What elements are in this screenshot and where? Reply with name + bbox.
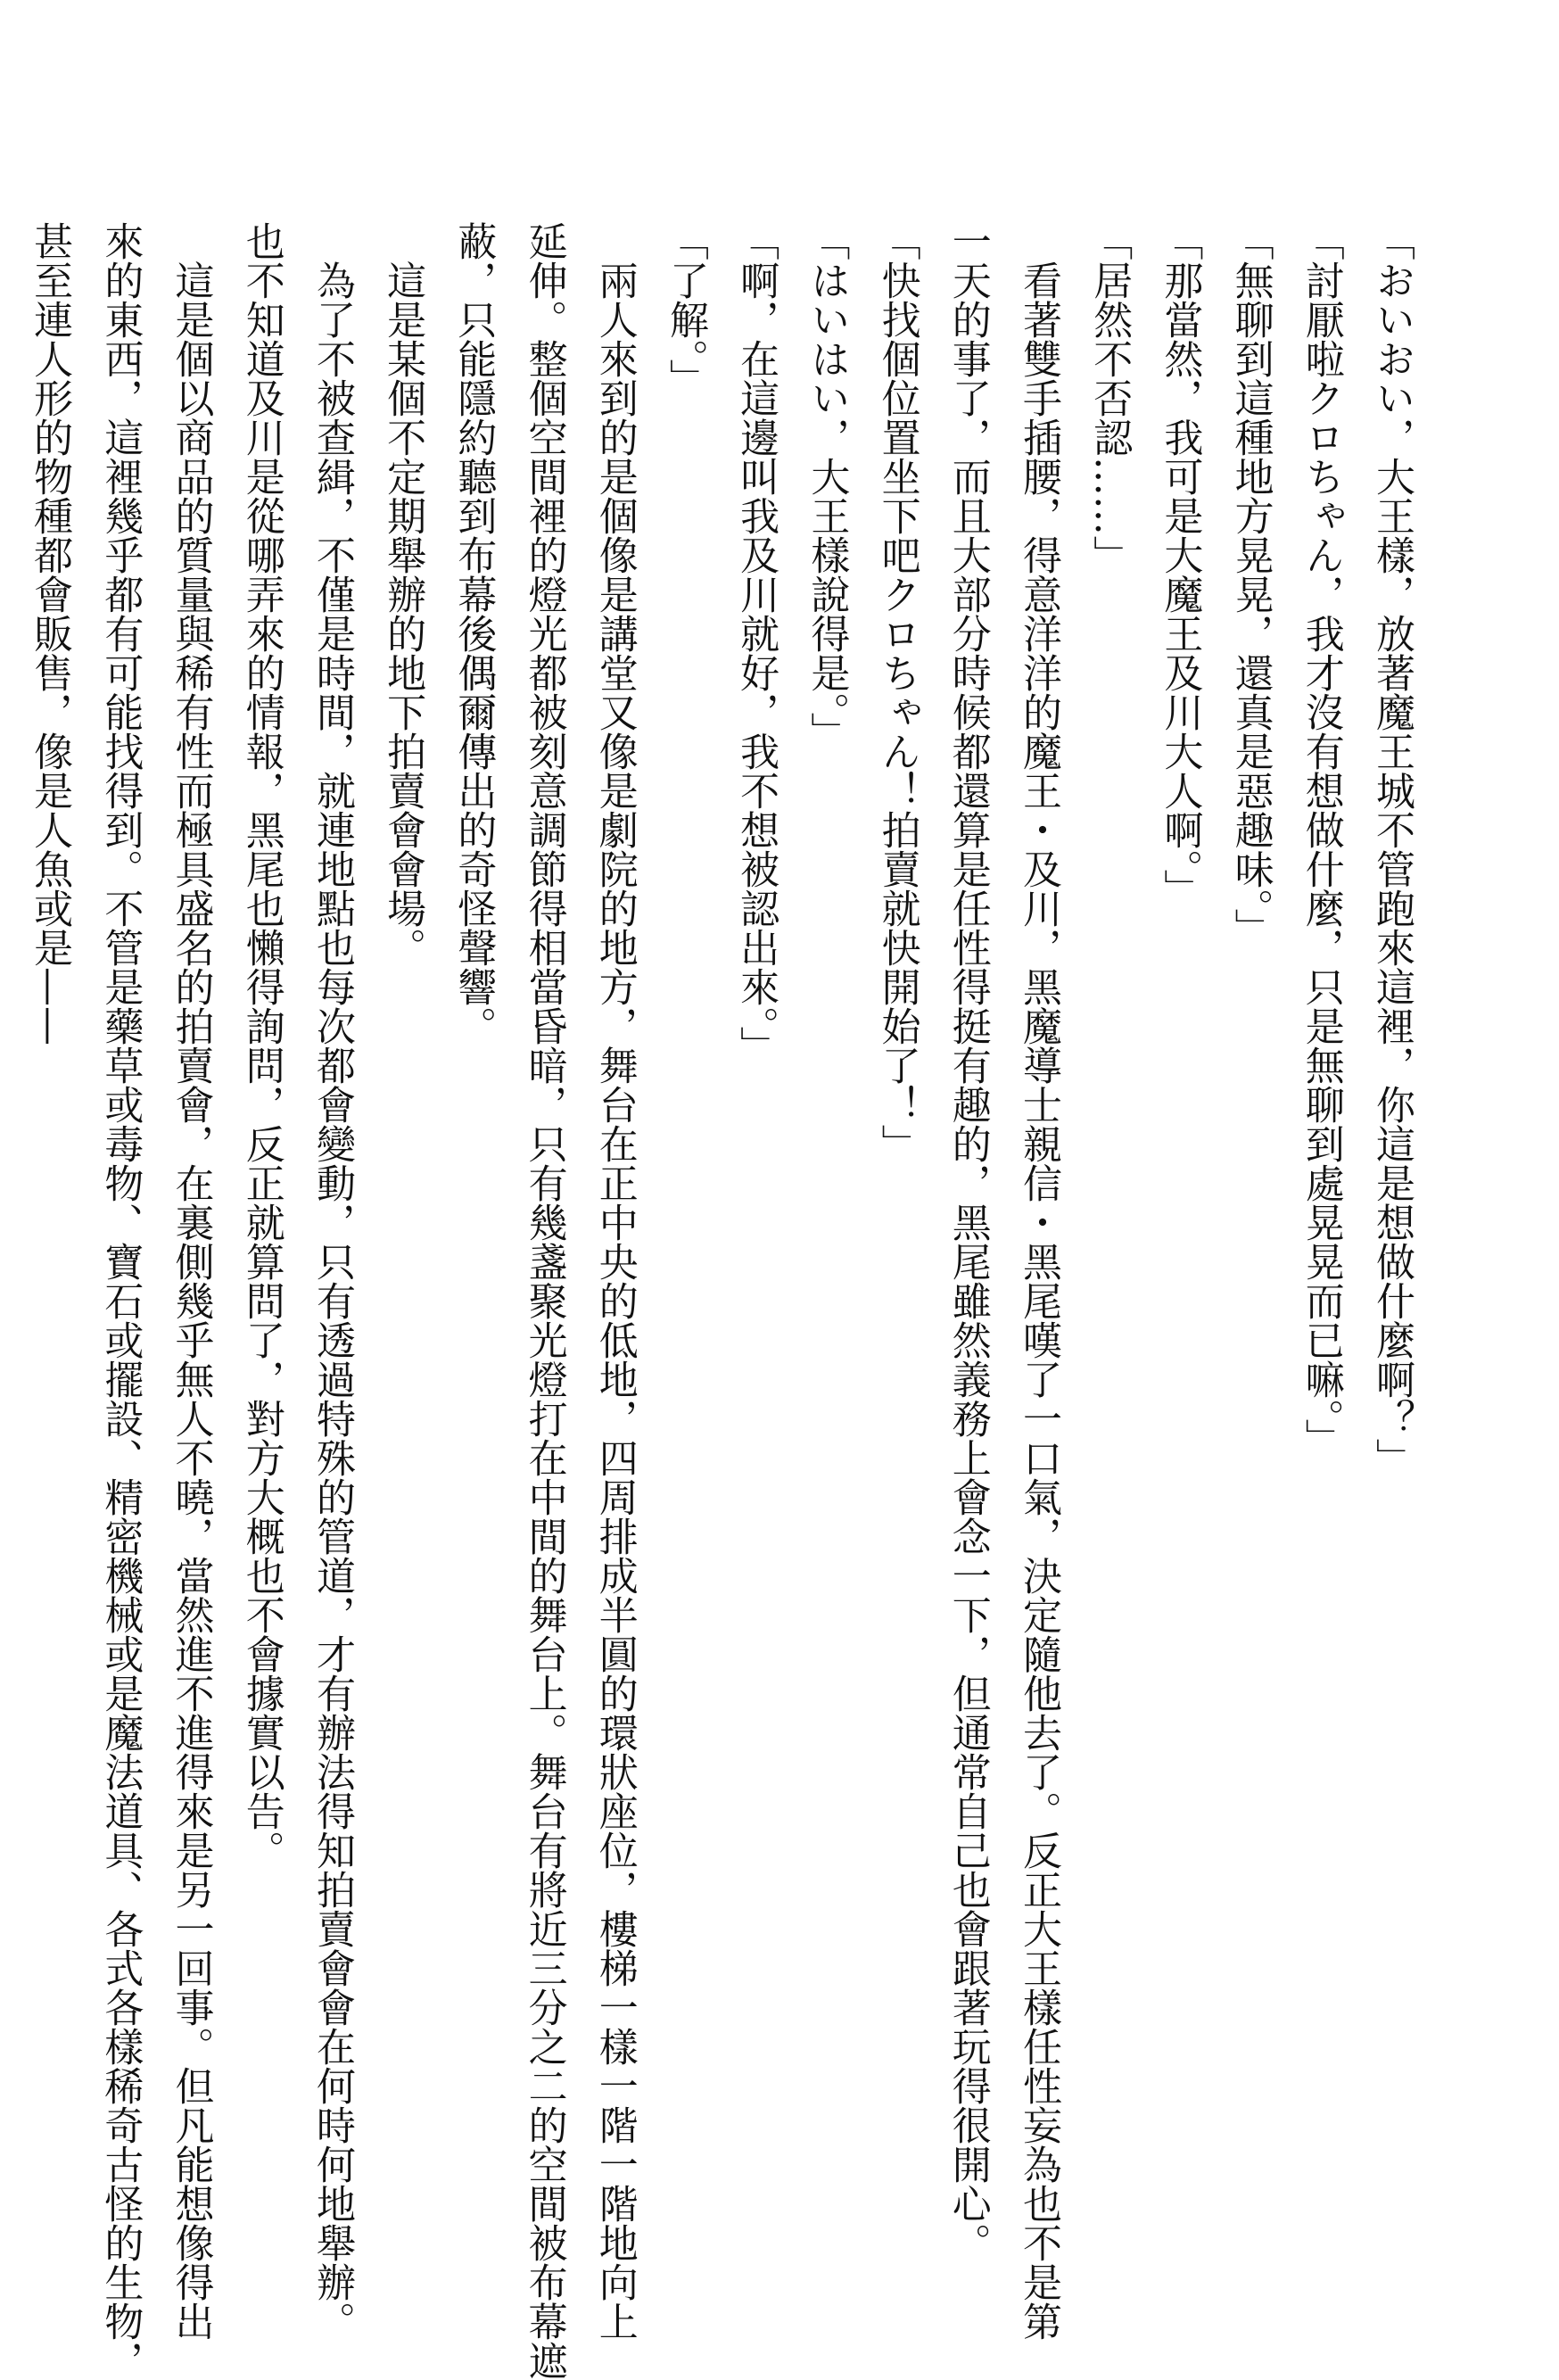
text-line: 「討厭啦クロちゃん，我才沒有想做什麼，只是無聊到處晃晃而已嘛。」 <box>1298 221 1344 1458</box>
text-line: 「了解。」 <box>662 221 708 398</box>
text-line: 「おいおい，大王樣，放著魔王城不管跑來這裡，你這是想做什麼啊？」 <box>1369 221 1415 1477</box>
text-line: 為了不被查緝，不僅是時間，就連地點也每次都會變動，只有透過特殊的管道，才有辦法得知拍賣會會在何時何地舉辦。 <box>309 221 355 2341</box>
text-line: 來的東西，這裡幾乎都有可能找得到。不管是藥草或毒物、寶石或擺設、精密機械或是魔法道具、各式各樣稀奇古怪的生物， <box>97 221 144 2380</box>
text-line: 甚至連人形的物種都會販售，像是人魚或是—— <box>27 221 73 1045</box>
text-line: 「那當然，我可是大魔王及川大人啊。」 <box>1157 221 1203 908</box>
text-line: 這是某個不定期舉辦的地下拍賣會會場。 <box>380 221 426 967</box>
text-line: 「快找個位置坐下吧クロちゃん！拍賣就快開始了！」 <box>874 221 920 1163</box>
text-line: 「無聊到這種地方晃晃，還真是惡趣味。」 <box>1227 221 1274 947</box>
text-line: 兩人來到的是個像是講堂又像是劇院的地方，舞台在正中央的低地，四周排成半圓的環狀座位，樓梯一樣一階一階地向上 <box>591 221 638 2341</box>
text-line: 蔽，只能隱約聽到布幕後偶爾傳出的奇怪聲響。 <box>450 221 497 1045</box>
text-line: 也不知道及川是從哪弄來的情報，黑尾也懶得詢問，反正就算問了，對方大概也不會據實以告。 <box>238 221 285 1870</box>
text-line: 這是個以商品的質量與稀有性而極具盛名的拍賣會，在裏側幾乎無人不曉，當然進不進得來是另一回事。但凡能想像得出 <box>168 221 214 2341</box>
text-line: 「はいはい，大王樣說得是。」 <box>804 221 850 751</box>
text-line: 看著雙手插腰，得意洋洋的魔王・及川，黑魔導士親信・黑尾嘆了一口氣，決定隨他去了。反正大王樣任性妄為也不是第 <box>1015 221 1061 2341</box>
text-line: 延伸。整個空間裡的燈光都被刻意調節得相當昏暗，只有幾盞聚光燈打在中間的舞台上。舞台有將近三分之二的空間被布幕遮 <box>521 221 567 2380</box>
text-line: 「啊，在這邊叫我及川就好，我不想被認出來。」 <box>733 221 780 1065</box>
text-line: 「居然不否認……」 <box>1086 221 1133 574</box>
text-line: 一天的事了，而且大部分時候都還算是任性得挺有趣的，黑尾雖然義務上會念一下，但通常自己也會跟著玩得很開心。 <box>944 221 991 2262</box>
vertical-text-body <box>14 221 1427 2380</box>
